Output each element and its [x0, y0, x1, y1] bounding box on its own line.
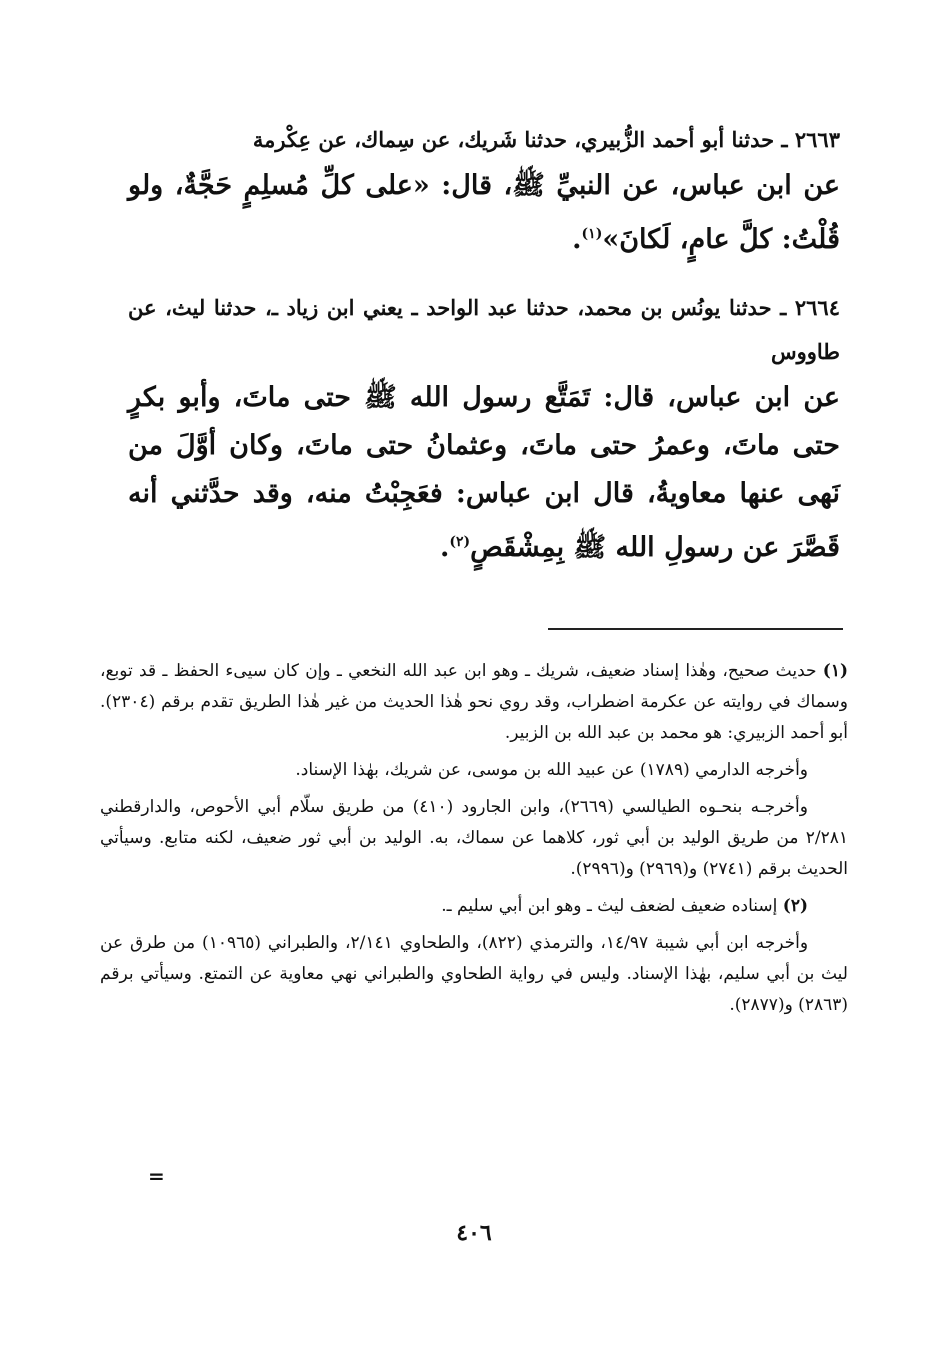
- hadith-matn: عن ابن عباس، قال: تَمَتَّع رسول الله ﷺ حتى ماتَ، وأبو بكرٍ حتى ماتَ، وعمرُ حتى ماتَ، وعثمانُ حتى ماتَ، وكان أوَّلَ من نَهى عنها معاويةُ، قال ابن عباس: فعَجِبْتُ منه، وقد حدَّثني أنه قَصَّرَ عن رسولِ الله ﷺ بِمِشْقَصٍ$^{(٢)}$.: [128, 382, 840, 563]
- hadith-chain: ٢٦٦٣ ـ حدثنا أبو أحمد الزُّبيري، حدثنا شَريك، عن سِماك، عن عِكْرمة: [252, 127, 840, 152]
- footnote-number: (٢): [782, 896, 808, 916]
- hadith-2664: [128, 286, 840, 572]
- page-number: ٤٠٦: [456, 1220, 492, 1246]
- hadith-chain: ٢٦٦٤ ـ حدثنا يونُس بن محمد، حدثنا عبد الواحد ـ يعني ابن زياد ـ، حدثنا ليث، عن طاووس: [128, 295, 840, 364]
- hadith-matn: عن ابن عباس، عن النبيِّ ﷺ، قال: «على كلِّ مُسلِمٍ حَجَّةٌ، ولو قُلْتُ: كلَّ عامٍ، لَكانَ»$^{(١)}$.: [128, 170, 840, 255]
- footnote-ref[interactable]: (٢): [449, 534, 471, 550]
- footnote-1: [100, 656, 848, 749]
- continuation-mark: =: [148, 1164, 165, 1188]
- footnote-paragraph: [100, 792, 848, 885]
- footnote-text: إسناده ضعيف لضعف ليث ـ وهو ابن أبي سليم ـ.: [441, 896, 778, 916]
- footnote-paragraph: [100, 755, 848, 786]
- footnote-text: وأخرجه ابن أبي شيبة ١٤/٩٧، والترمذي (٨٢٢)، والطحاوي ٢/١٤١، والطبراني (١٠٩٦٥) من طرق عن ليث بن أبي سليم، بهٰذا الإسناد. وليس في رواية الطحاوي والطبراني نهي معاوية عن التمتع. وسيأتي برقم (٢٨٦٣) و(٢٨٧٧).: [100, 933, 848, 1015]
- hadith-matn-text: عن ابن عباس، قال: تَمَتَّع رسول الله ﷺ حتى ماتَ، وأبو بكرٍ حتى ماتَ، وعمرُ حتى ماتَ، وعثمانُ حتى ماتَ، وكان أوَّلَ من نَهى عنها معاويةُ، قال ابن عباس: فعَجِبْتُ منه، وقد حدَّثني أنه قَصَّرَ عن رسولِ الله ﷺ بِمِشْقَصٍ: [128, 382, 840, 563]
- footnote-paragraph: [100, 928, 848, 1021]
- footnote-number: (١): [822, 661, 849, 681]
- footnote-divider: [548, 628, 843, 630]
- footnote-text: وأخرجه الدارمي (١٧٨٩) عن عبيد الله بن موسى، عن شريك، بهٰذا الإسناد.: [295, 760, 808, 780]
- hadith-2663: [128, 118, 840, 264]
- footnote-text: حديث صحيح، وهٰذا إسناد ضعيف، شريك ـ وهو ابن عبد الله النخعي ـ وإن كان سيىء الحفظ ـ قد توبع، وسماك في روايته عن عكرمة اضطراب، وقد روي نحو هٰذا الحديث من غير هٰذا الطريق تقدم برقم (٢٣٠٤). أبو أحمد الزبيري: هو محمد بن عبد الله بن الزبير.: [100, 661, 848, 743]
- footnote-2: [100, 891, 848, 922]
- footnotes: [100, 656, 848, 1027]
- hadith-matn-text: عن ابن عباس، عن النبيِّ ﷺ، قال: «على كلِّ مُسلِمٍ حَجَّةٌ، ولو قُلْتُ: كلَّ عامٍ، لَكانَ»: [128, 170, 840, 255]
- footnote-text: وأخرجـه بنحـوه الطيالسي (٢٦٦٩)، وابن الجارود (٤١٠) من طريق سلّام أبي الأحوص، والدارقطني ٢/٢٨١ من طريق الوليد بن أبي ثور، كلاهما عن سماك، به. الوليد بن أبي ثور ضعيف، لكنه متابع. وسيأتي الحديث برقم (٢٧٤١) و(٢٩٦٩) و(٢٩٩٦).: [100, 797, 848, 879]
- footnote-ref[interactable]: (١): [581, 226, 603, 242]
- main-text: [128, 118, 840, 594]
